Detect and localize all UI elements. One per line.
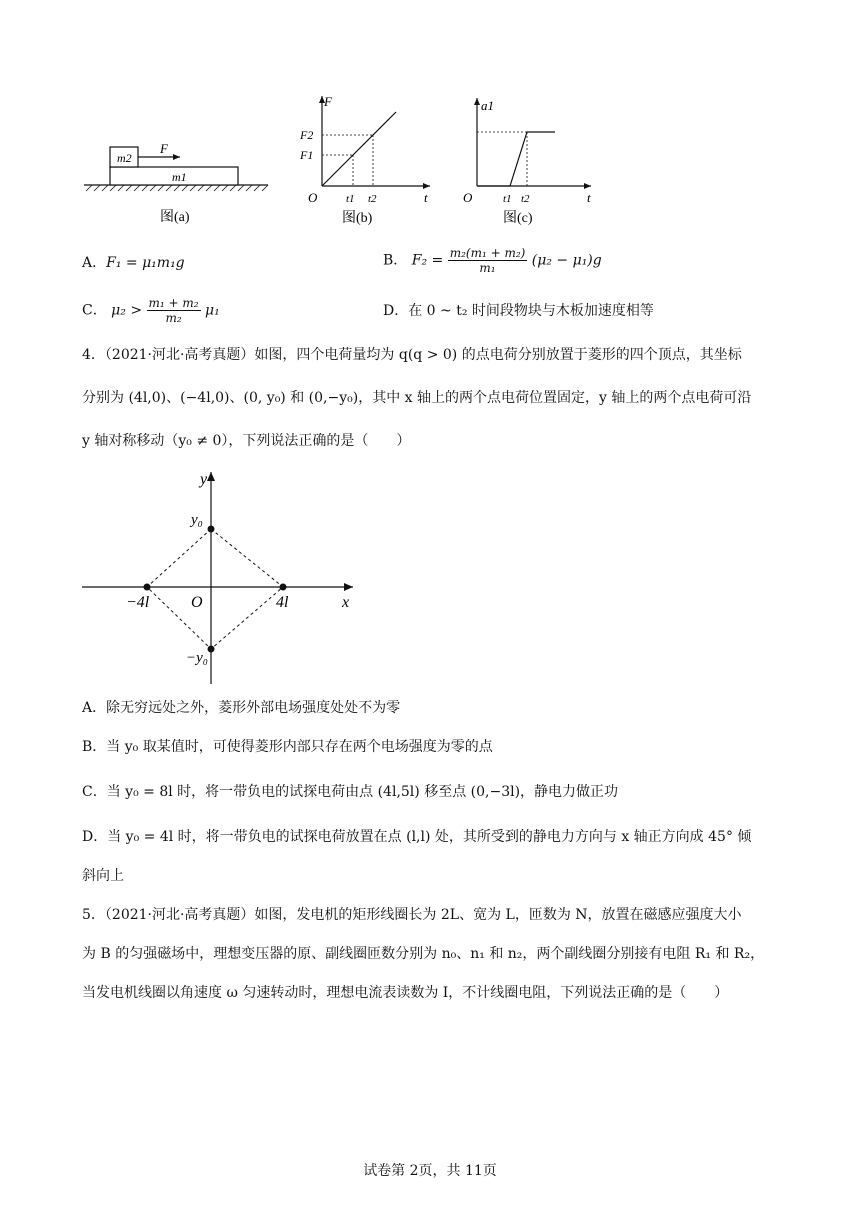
q4-label-left: −4l <box>126 594 150 611</box>
q4-y-axis-label: y <box>200 471 208 488</box>
c-y-axis-label: a1 <box>481 98 494 113</box>
force-line <box>322 112 396 186</box>
caption-b: 图(b) <box>342 211 373 226</box>
caption-c: 图(c) <box>503 211 533 226</box>
q3-option-a: A．F₁ = μ₁m₁g <box>82 255 185 271</box>
q5-stem-line3: 当发电机线圈以角速度 ω 匀速转动时，理想电流表读数为 I，不计线圈电阻，下列说法正确的是（ ） <box>82 985 729 1001</box>
q5-stem-line2: 为 B 的匀强磁场中，理想变压器的原、副线圈匝数分别为 n₀、n₁ 和 n₂，两个副线圈分别接有电阻 R₁ 和 R₂， <box>82 946 765 962</box>
b-tick-F2: F2 <box>300 128 314 142</box>
charge-top <box>208 526 215 533</box>
b-tick-F1: F1 <box>300 148 314 162</box>
b-tick-t2: t2 <box>368 193 377 205</box>
q4-label-right: 4l <box>276 594 289 611</box>
page-footer: 试卷第 2页，共 11页 <box>363 1163 497 1179</box>
charge-right <box>280 584 287 591</box>
label-m1: m1 <box>172 170 187 184</box>
q4-label-top: y₀ <box>191 512 203 528</box>
charge-left <box>144 584 151 591</box>
c-tick-t2: t2 <box>521 193 530 205</box>
q3-option-c: C． μ₂ > $\frac{\text{m₁ + m₂}}{\text{m₂}}$ μ₁ <box>82 296 220 325</box>
c-x-axis-label: t <box>587 190 591 205</box>
label-m2: m2 <box>117 151 132 165</box>
c-tick-t1: t1 <box>503 193 512 205</box>
acceleration-line <box>477 132 555 186</box>
rhombus-outline <box>147 529 283 649</box>
b-x-axis-label: t <box>424 190 428 205</box>
q4-option-c: C．当 y₀ = 8l 时，将一带负电的试探电荷由点 (4l,5l) 移至点 (0,−3l)，静电力做正功 <box>82 784 619 800</box>
label-force: F <box>160 141 168 156</box>
figure-a <box>80 135 280 230</box>
q4-origin: O <box>191 594 203 611</box>
q4-x-axis-label: x <box>342 594 350 611</box>
q4-option-d-continued: 斜向上 <box>82 868 124 884</box>
q4-option-a: A．除无穷远处之外，菱形外部电场强度处处不为零 <box>82 700 401 716</box>
b-origin: O <box>308 190 318 205</box>
b-y-axis-label: F <box>324 94 332 109</box>
q4-stem-line1: 4．（2021·河北·高考真题）如图，四个电荷量均为 q(q > 0) 的点电荷分别放置于菱形的四个顶点，其坐标 <box>82 347 742 363</box>
q3-option-b: B． F₂ = $\frac{\text{m₂(m₁ + m₂)}}{\text{m₁}}$ (μ₂ − μ₁)g <box>383 246 602 275</box>
figure-b <box>290 90 450 230</box>
q5-stem-line1: 5．（2021·河北·高考真题）如图，发电机的矩形线圈长为 2L、宽为 L，匝数为 N，放置在磁感应强度大小 <box>82 907 742 923</box>
q4-label-bottom: −y₀ <box>186 650 208 666</box>
q4-rhombus-diagram <box>78 462 368 687</box>
figure-c <box>455 90 605 230</box>
caption-a: 图(a) <box>160 210 190 225</box>
q4-option-b: B．当 y₀ 取某值时，可使得菱形内部只存在两个电场强度为零的点 <box>82 739 493 755</box>
q4-option-d: D．当 y₀ = 4l 时，将一带负电的试探电荷放置在点 (l,l) 处，其所受到的静电力方向与 x 轴正方向成 45° 倾 <box>82 829 752 845</box>
charge-bottom <box>208 646 215 653</box>
q4-stem-line3: y 轴对称移动（y₀ ≠ 0），下列说法正确的是（ ） <box>82 433 411 449</box>
b-tick-t1: t1 <box>346 193 355 205</box>
c-origin: O <box>463 190 473 205</box>
q3-option-d: D．在 0 ~ t₂ 时间段物块与木板加速度相等 <box>383 303 654 319</box>
q4-stem-line2: 分别为 (4l,0)、(−4l,0)、(0, y₀) 和 (0,−y₀)，其中 x 轴上的两个点电荷位置固定，y 轴上的两个点电荷可沿 <box>82 390 752 406</box>
